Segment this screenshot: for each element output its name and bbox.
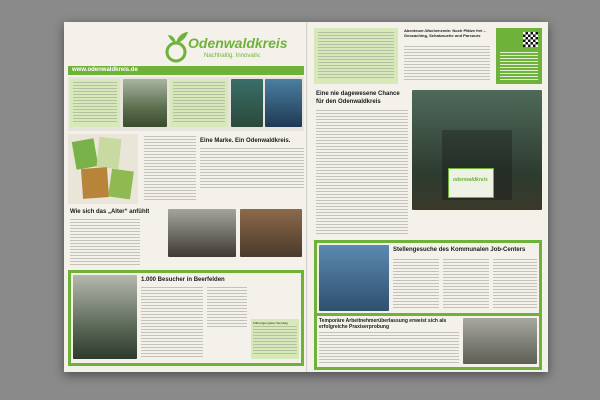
qr-code-icon (523, 32, 538, 47)
right-article1-title: Eine nie dagewesene Chance für den Odenwaldkreis (316, 91, 400, 105)
top-box-left (314, 28, 398, 84)
photo-people-left (231, 79, 263, 127)
masthead (164, 30, 304, 68)
photo-people-right (265, 79, 302, 127)
article-alter (68, 207, 304, 269)
web-bar (68, 66, 304, 75)
brand-tagline: Nachhaltig. Innovativ. (204, 53, 261, 59)
bottom-inner (71, 273, 301, 363)
caption-box-1 (70, 79, 120, 127)
web-address: www.odenwaldkreis.de (72, 67, 138, 73)
caption-box-2 (170, 79, 228, 127)
photo-castle (123, 79, 167, 127)
job-center-section (314, 240, 542, 370)
photo-group-men (168, 209, 236, 257)
right-article3-title: Temporäre Arbeitnehmerüberlassung erweist sich als erfolgreiche Praxiserprobung (319, 318, 447, 330)
temp-work-inner (317, 316, 539, 367)
bottom-section (68, 270, 304, 366)
article-marke (68, 134, 304, 204)
photo-workers (319, 245, 389, 311)
article3-title: 1.000 Besucher in Beerfelden (141, 277, 225, 283)
brand-name: Odenwaldkreis (188, 35, 288, 51)
top-box-right (496, 28, 542, 84)
job-center-inner (317, 243, 539, 313)
left-page (64, 22, 306, 372)
logo-icon (164, 30, 190, 64)
photo-brochures (68, 134, 138, 204)
slide-brand: odenwaldkreis (453, 177, 488, 183)
right-page (308, 22, 548, 372)
photo-couple (240, 209, 302, 257)
article2-title: Wie sich das „Alter“ anfühlt (70, 209, 150, 215)
presentation-slide (448, 168, 494, 198)
top-article-title: Abenteuer-Wochenende: Noch Plätze frei – Geocaching, Schatzsuche und Parcours (404, 28, 486, 38)
photo-factory (463, 318, 537, 364)
photo-visitors (73, 275, 137, 359)
box-title: Führungen jeden Sonntag (253, 321, 288, 325)
right-article2-title: Stellengesuche des Kommunalen Job-Centers (393, 247, 526, 253)
newspaper-spread (64, 22, 548, 372)
info-box (251, 319, 299, 359)
article-chance (314, 88, 542, 240)
photo-presentation (412, 90, 542, 210)
top-article (402, 28, 492, 84)
article1-title: Eine Marke. Ein Odenwaldkreis. (200, 138, 291, 144)
top-strip (68, 77, 304, 131)
